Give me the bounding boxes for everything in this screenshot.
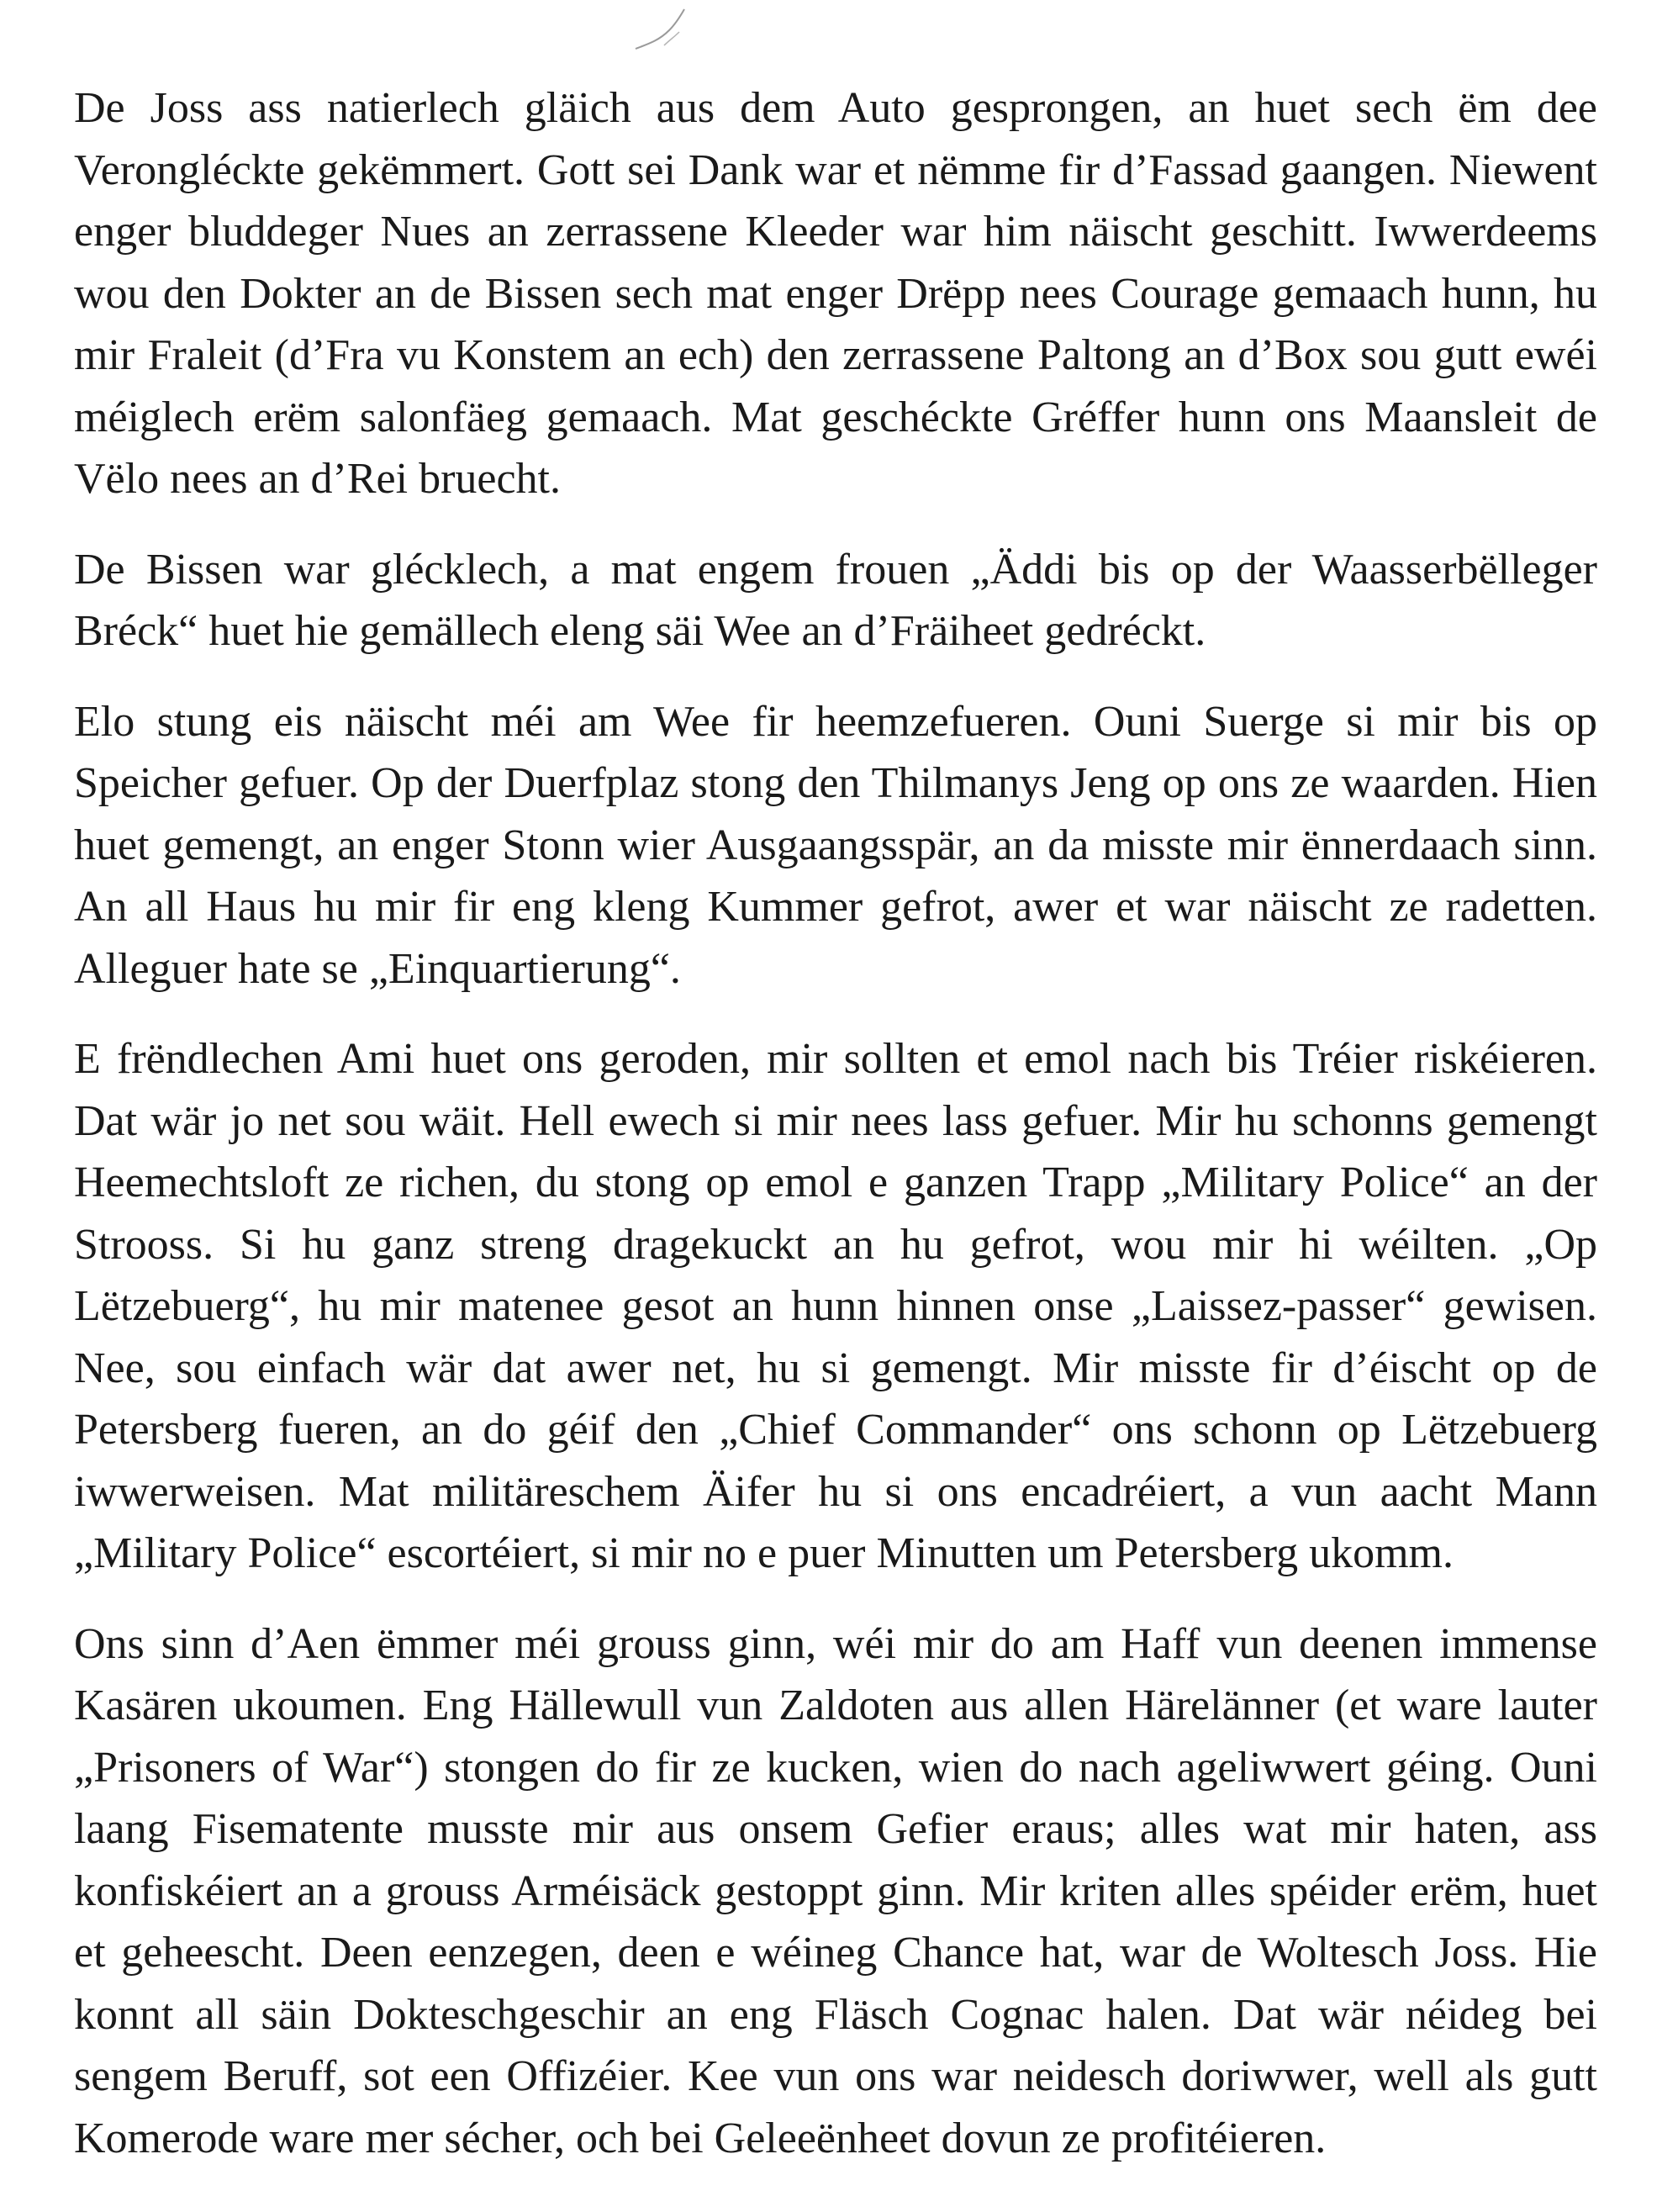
document-page [74,77,1597,2198]
scan-artifact-mark [632,7,691,55]
paragraph-2: De Bissen war glécklech, a mat engem frouen „Äddi bis op der Waasserbëlleger Bréck“ huet hie gemällech eleng säi Wee an d’Fräiheet gedréckt. [74,545,1597,655]
paragraph-1: De Joss ass natierlech gläich aus dem Auto gesprongen, an huet sech ëm dee Verongléckte gekëmmert. Gott sei Dank war et nëmme fir d’Fassad gaangen. Niewent enger bluddeger Nues an zerrassene Kleeder war him näischt geschitt. Iwwerdeems wou den Dokter an de Bissen sech mat enger Drëpp nees Courage gemaach hunn, hu mir Fraleit (d’Fra vu Konstem an ech) den zerrassene Paltong an d’Box sou gutt ewéi méiglech erëm salonfäeg gemaach. Mat geschéckte Gréffer hunn ons Maansleit de Vëlo nees an d’Rei bruecht. [74,84,1597,503]
paragraph-3: Elo stung eis näischt méi am Wee fir heemzefueren. Ouni Suerge si mir bis op Speicher gefuer. Op der Duerfplaz stong den Thilmanys Jeng op ons ze waarden. Hien huet gemengt, an enger Stonn wier Ausgaangsspär, an da misste mir ënnerdaach sinn. An all Haus hu mir fir eng kleng Kummer gefrot, awer et war näischt ze radetten. Alleguer hate se „Einquartierung“. [74,697,1597,993]
paragraph-4: E frëndlechen Ami huet ons geroden, mir sollten et emol nach bis Tréier riskéieren. Dat wär jo net sou wäit. Hell ewech si mir nees lass gefuer. Mir hu schonns gemengt Heemechtsloft ze richen, du stong op emol e ganzen Trapp „Military Police“ an der Strooss. Si hu ganz streng dragekuckt an hu gefrot, wou mir hi wéilten. „Op Lëtzebuerg“, hu mir matenee gesot an hunn hinnen onse „Laissez-passer“ gewisen. Nee, sou einfach wär dat awer net, hu si gemengt. Mir misste fir d’éischt op de Petersberg fueren, an do géif den „Chief Commander“ ons schonn op Lëtzebuerg iwwerweisen. Mat militäreschem Äifer hu si ons encadréiert, a vun aacht Mann „Military Police“ escortéiert, si mir no e puer Minutten um Petersberg ukomm. [74,1035,1597,1577]
paragraph-5: Ons sinn d’Aen ëmmer méi grouss ginn, wéi mir do am Haff vun deenen immense Kasären ukoumen. Eng Hällewull vun Zaldoten aus allen Härelänner (et ware lauter „Prisoners of War“) stongen do fir ze kucken, wien do nach ageliwwert géing. Ouni laang Fisematente musste mir aus onsem Gefier eraus; alles wat mir haten, ass konfiskéiert an a grouss Arméisäck gestoppt ginn. Mir kriten alles spéider erëm, huet et geheescht. Deen eenzegen, deen e wéineg Chance hat, war de Woltesch Joss. Hie konnt all säin Dokteschgeschir an eng Fläsch Cognac halen. Dat wär néideg bei sengem Beruff, sot een Offizéier. Kee vun ons war neidesch doriwwer, well als gutt Komerode ware mer sécher, och bei Geleeënheet dovun ze profitéieren. [74,1619,1597,2162]
